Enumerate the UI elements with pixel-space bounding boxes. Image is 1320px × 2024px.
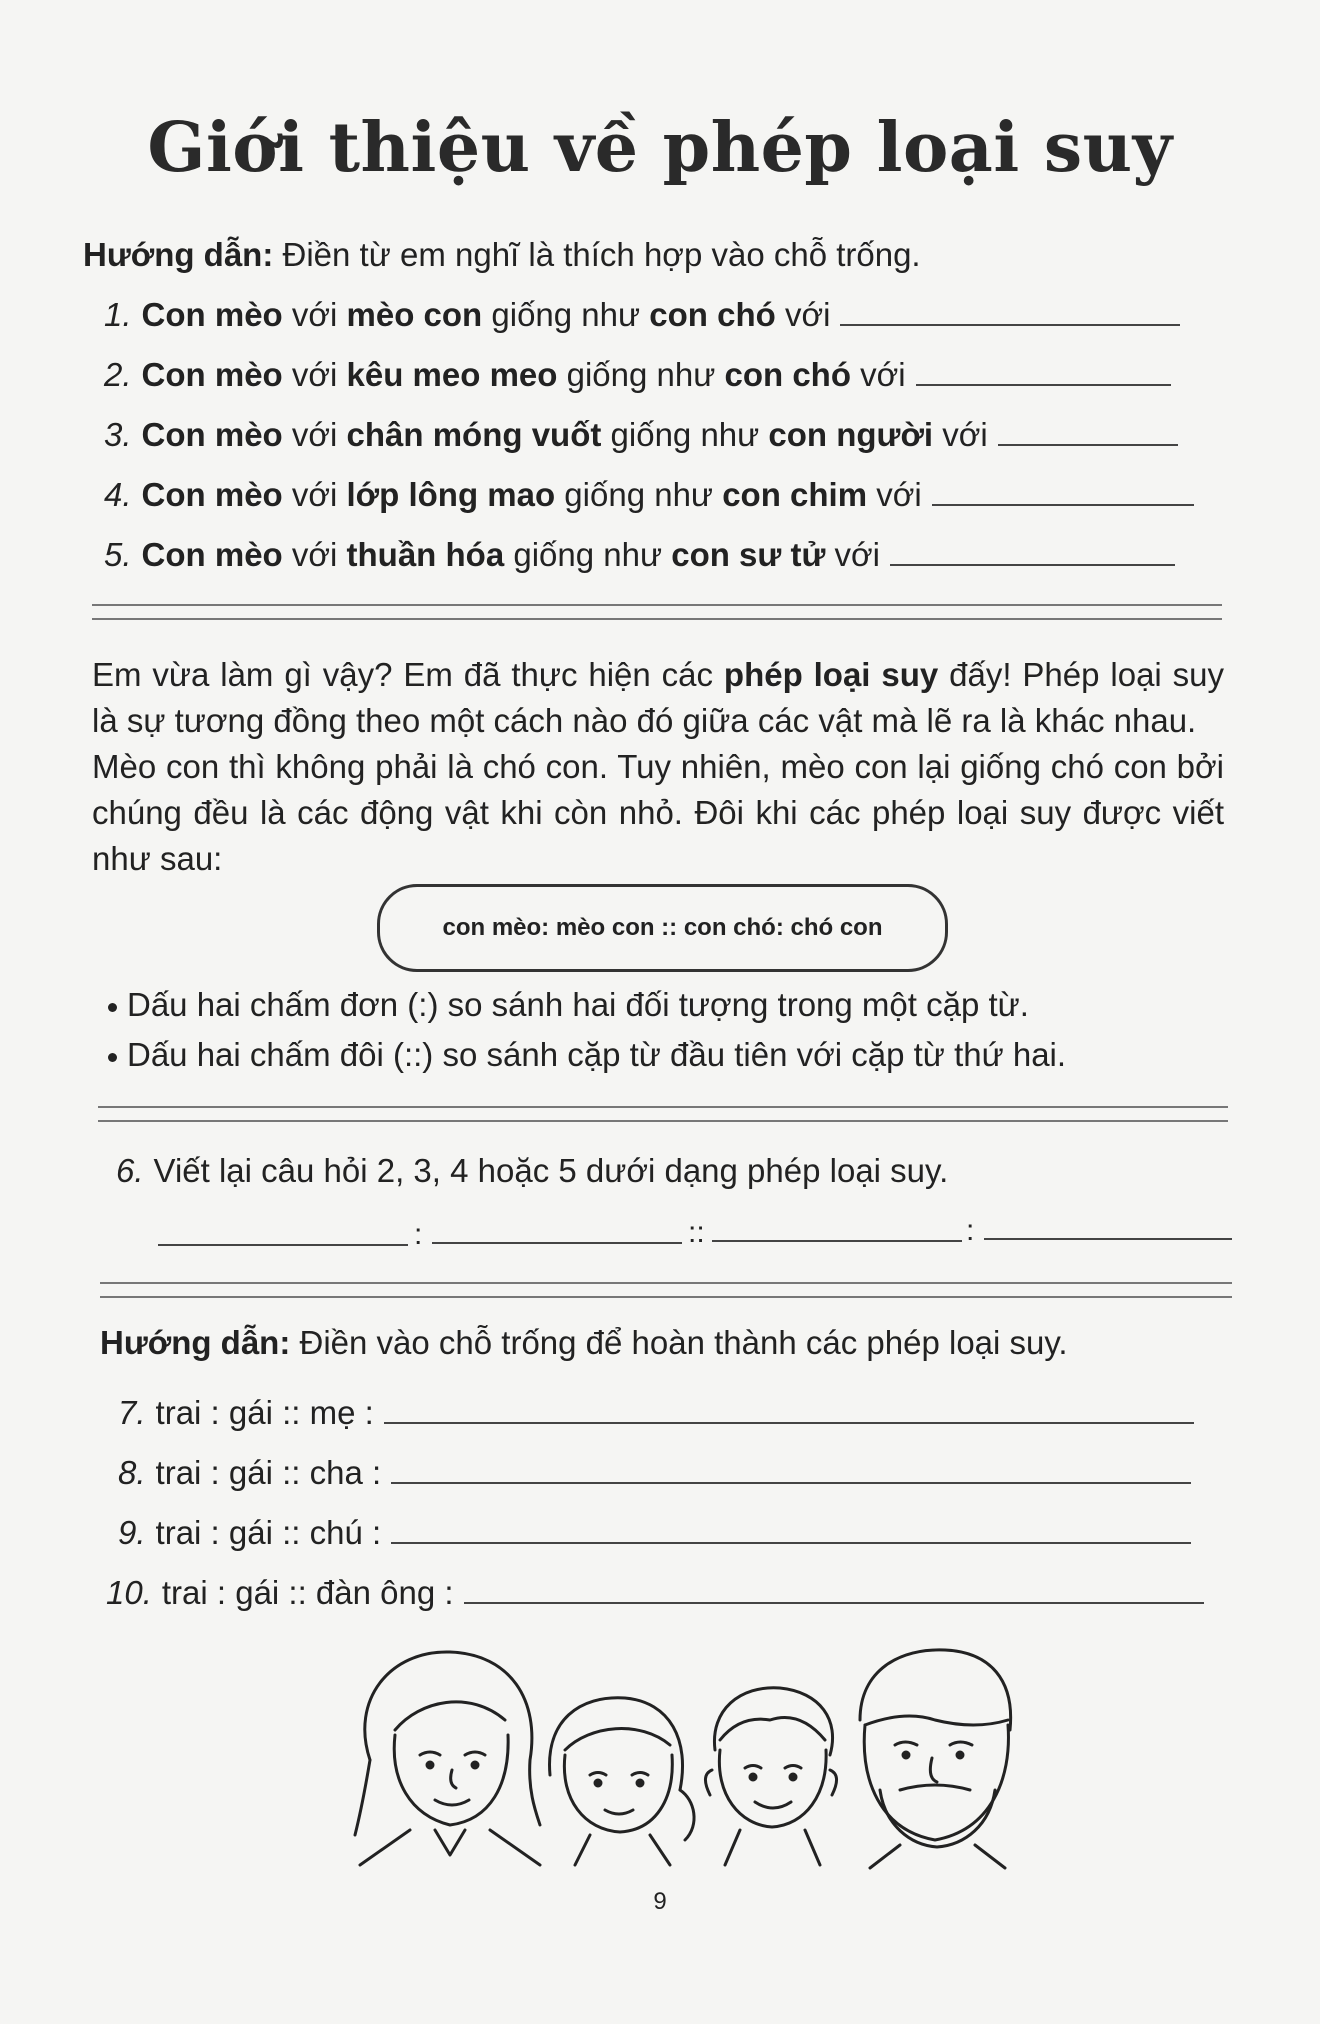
question-text: trai : gái :: chú : — [155, 1514, 382, 1551]
question-number: 6. — [116, 1152, 144, 1189]
question-10 — [106, 1574, 1204, 1612]
question-9 — [118, 1514, 1191, 1552]
mother-drawing — [355, 1652, 540, 1865]
page-title: Giới thiệu về phép loại suy — [147, 108, 1173, 188]
connector: với — [282, 476, 347, 513]
answer-blank[interactable] — [384, 1421, 1194, 1424]
explanation-paragraph-2: Mèo con thì không phải là chó con. Tuy nhiên, mèo con lại giống chó con bởi chúng đều là các động vật khi còn nhỏ. Đôi khi các phép loại suy được viết như sau: — [92, 748, 1224, 877]
connector: giống như — [482, 296, 650, 333]
instruction-label: Hướng dẫn: — [83, 236, 274, 273]
connector: với — [282, 536, 347, 573]
question-4 — [104, 476, 1194, 514]
question-number: 8. — [118, 1454, 146, 1491]
single-colon: : — [966, 1214, 975, 1247]
single-colon: : — [414, 1218, 423, 1251]
question-number: 4. — [104, 476, 132, 513]
answer-blank[interactable] — [432, 1242, 682, 1244]
boy-drawing — [705, 1688, 836, 1865]
divider — [92, 618, 1222, 620]
term-b: mèo con — [346, 296, 483, 333]
answer-blank[interactable] — [840, 323, 1180, 326]
connector: với — [282, 296, 347, 333]
question-3 — [104, 416, 1178, 454]
term-a: Con mèo — [141, 356, 283, 393]
connector: giống như — [557, 356, 725, 393]
connector: với — [851, 356, 906, 393]
term-c: con người — [768, 416, 934, 453]
question-5 — [104, 536, 1175, 574]
divider — [92, 604, 1222, 606]
page-number: 9 — [653, 1888, 667, 1915]
connector: giống như — [504, 536, 672, 573]
term-b: kêu meo meo — [346, 356, 558, 393]
question-number: 10. — [106, 1574, 152, 1611]
term-b: lớp lông mao — [346, 476, 556, 513]
question-number: 2. — [104, 356, 132, 393]
analogy-example-box — [377, 884, 948, 972]
question-number: 1. — [104, 296, 132, 333]
paragraph-text: Em vừa làm gì vậy? Em đã thực hiện các — [92, 656, 724, 693]
question-number: 5. — [104, 536, 132, 573]
term-a: Con mèo — [141, 416, 283, 453]
family-illustration — [340, 1640, 1040, 1870]
explanation-paragraph-1 — [92, 652, 1224, 744]
answer-blank[interactable] — [712, 1240, 962, 1242]
bullet-text: Dấu hai chấm đơn (:) so sánh hai đối tượng trong một cặp từ. — [127, 986, 1029, 1023]
answer-blank[interactable] — [932, 503, 1194, 506]
double-colon: :: — [688, 1216, 705, 1249]
connector: với — [933, 416, 988, 453]
question-text: trai : gái :: cha : — [155, 1454, 382, 1491]
connector: với — [825, 536, 880, 573]
term-b: chân móng vuốt — [346, 416, 602, 453]
answer-blank[interactable] — [984, 1238, 1232, 1240]
bullet-text: Dấu hai chấm đôi (::) so sánh cặp từ đầu tiên với cặp từ thứ hai. — [127, 1036, 1067, 1073]
question-8 — [118, 1454, 1191, 1492]
instruction-text: Điền vào chỗ trống để hoàn thành các phép loại suy. — [290, 1324, 1068, 1361]
bullet-item — [108, 986, 1029, 1024]
answer-blank[interactable] — [464, 1601, 1204, 1604]
question-text: Viết lại câu hỏi 2, 3, 4 hoặc 5 dưới dạng phép loại suy. — [153, 1152, 949, 1189]
answer-blank[interactable] — [158, 1244, 408, 1246]
instruction-text: Điền từ em nghĩ là thích hợp vào chỗ trống. — [273, 236, 921, 273]
connector: với — [282, 356, 347, 393]
question-number: 7. — [118, 1394, 146, 1431]
divider — [100, 1282, 1232, 1284]
bullet-item — [108, 1036, 1066, 1074]
term-c: con chó — [724, 356, 851, 393]
answer-blank[interactable] — [998, 443, 1178, 446]
term-c: con chó — [649, 296, 776, 333]
connector: giống như — [555, 476, 723, 513]
connector: với — [867, 476, 922, 513]
term-a: Con mèo — [141, 536, 283, 573]
father-drawing — [860, 1650, 1011, 1868]
question-7 — [118, 1394, 1194, 1432]
divider — [98, 1120, 1228, 1122]
connector: giống như — [601, 416, 769, 453]
question-1 — [104, 296, 1180, 334]
analogy-example: con mèo: mèo con :: con chó: chó con — [442, 914, 883, 941]
answer-blank[interactable] — [916, 383, 1171, 386]
term-c: con chim — [722, 476, 868, 513]
bullet-dot-icon — [108, 1003, 117, 1012]
instruction-label: Hướng dẫn: — [100, 1324, 291, 1361]
question-2 — [104, 356, 1171, 394]
question-6 — [116, 1152, 948, 1190]
answer-blank[interactable] — [391, 1541, 1191, 1544]
term-a: Con mèo — [141, 296, 283, 333]
divider — [98, 1106, 1228, 1108]
instruction-1 — [83, 236, 921, 274]
answer-blank[interactable] — [391, 1481, 1191, 1484]
question-number: 9. — [118, 1514, 146, 1551]
answer-blank[interactable] — [890, 563, 1175, 566]
instruction-2 — [100, 1324, 1068, 1362]
paragraph-text: đấy! Phép loại suy là sự tương đồng theo một cách nào đó giữa các vật mà lẽ ra là khác nhau. — [92, 656, 1225, 739]
question-number: 3. — [104, 416, 132, 453]
connector: với — [282, 416, 347, 453]
connector: với — [775, 296, 831, 333]
term-b: thuần hóa — [346, 536, 505, 573]
highlight-term: phép loại suy — [723, 656, 939, 693]
question-text: trai : gái :: đàn ông : — [161, 1574, 454, 1611]
girl-drawing — [550, 1698, 695, 1865]
bullet-dot-icon — [108, 1053, 117, 1062]
term-c: con sư tử — [671, 536, 826, 573]
term-a: Con mèo — [141, 476, 283, 513]
question-text: trai : gái :: mẹ : — [155, 1394, 374, 1431]
divider — [100, 1296, 1232, 1298]
